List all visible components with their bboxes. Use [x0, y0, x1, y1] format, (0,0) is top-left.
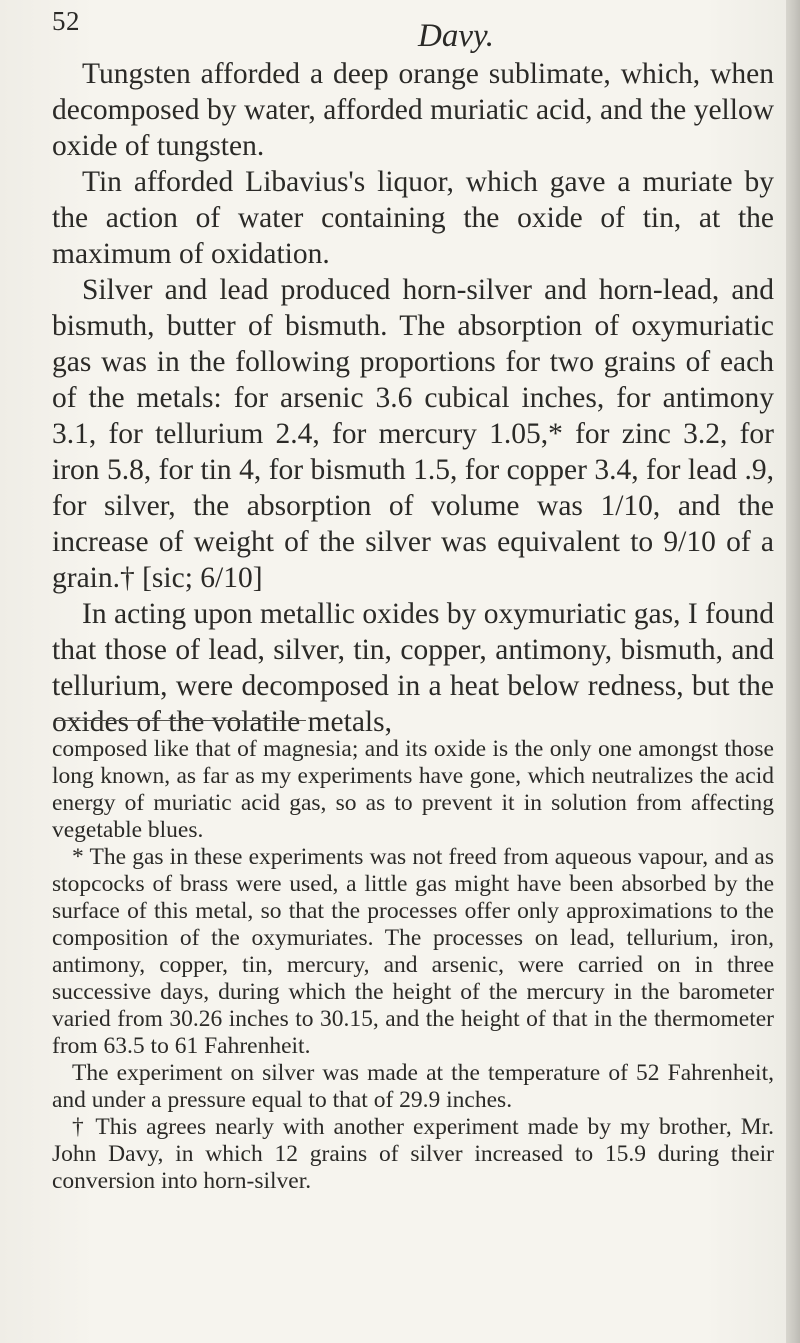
page-number: 52 — [52, 6, 80, 36]
footnote-silver-experiment: The experiment on silver was made at the temperature of 52 Fahrenheit, and under a pressure equal to that of 29.9 inches. — [52, 1060, 774, 1113]
continued-paragraph: composed like that of magnesia; and its oxide is the only one amongst those long known, as far as my experiments have gone, which neutralizes the acid energy of muriatic acid gas, so as to prevent it in solution from affecting vegetable blues. — [52, 736, 774, 843]
footnote-block — [52, 736, 774, 1195]
paragraph-metallic-oxides: In acting upon metallic oxides by oxymuriatic gas, I found that those of lead, silver, tin, copper, antimony, bismuth, and tellurium, were decomposed in a heat below redness, but the oxides of the volatile metals, — [52, 598, 774, 738]
running-head: Davy. — [418, 18, 495, 54]
main-body — [52, 56, 774, 740]
paragraph-silver-lead: Silver and lead produced horn-silver and horn-lead, and bismuth, butter of bismuth. The absorption of oxymuriatic gas was in the following proportions for two grains of each of the metals: for arsenic 3.6 cubical inches, for antimony 3.1, for tellurium 2.4, for mercury 1.05,* for zinc 3.2, for iron 5.8, for tin 4, for bismuth 1.5, for copper 3.4, for lead .9, for silver, the absorption of volume was 1/10, and the increase of weight of the silver was equivalent to 9/10 of a grain.† [sic; 6/10] — [52, 274, 774, 594]
paragraph-tungsten: Tungsten afforded a deep orange sublimate, which, when decomposed by water, afforded muriatic acid, and the yellow oxide of tungsten. — [52, 58, 774, 162]
page-edge-shadow — [786, 0, 800, 1343]
paragraph-tin: Tin afforded Libavius's liquor, which gave a muriate by the action of water containing the oxide of tin, at the maximum of oxidation. — [52, 166, 774, 270]
footnote-divider — [56, 720, 306, 721]
footnote-asterisk: * The gas in these experiments was not freed from aqueous vapour, and as stopcocks of brass were used, a little gas might have been absorbed by the surface of this metal, so that the processes offer only approximations to the composition of the oxymuriates. The processes on lead, tellurium, iron, antimony, copper, tin, mercury, and arsenic, were carried on in three successive days, during which the height of the mercury in the barometer varied from 30.26 inches to 30.15, and the height of that in the thermometer from 63.5 to 61 Fahrenheit. — [52, 844, 774, 1059]
footnote-dagger: † This agrees nearly with another experiment made by my brother, Mr. John Davy, in which 12 grains of silver increased to 15.9 during their conversion into horn-silver. — [52, 1114, 774, 1194]
